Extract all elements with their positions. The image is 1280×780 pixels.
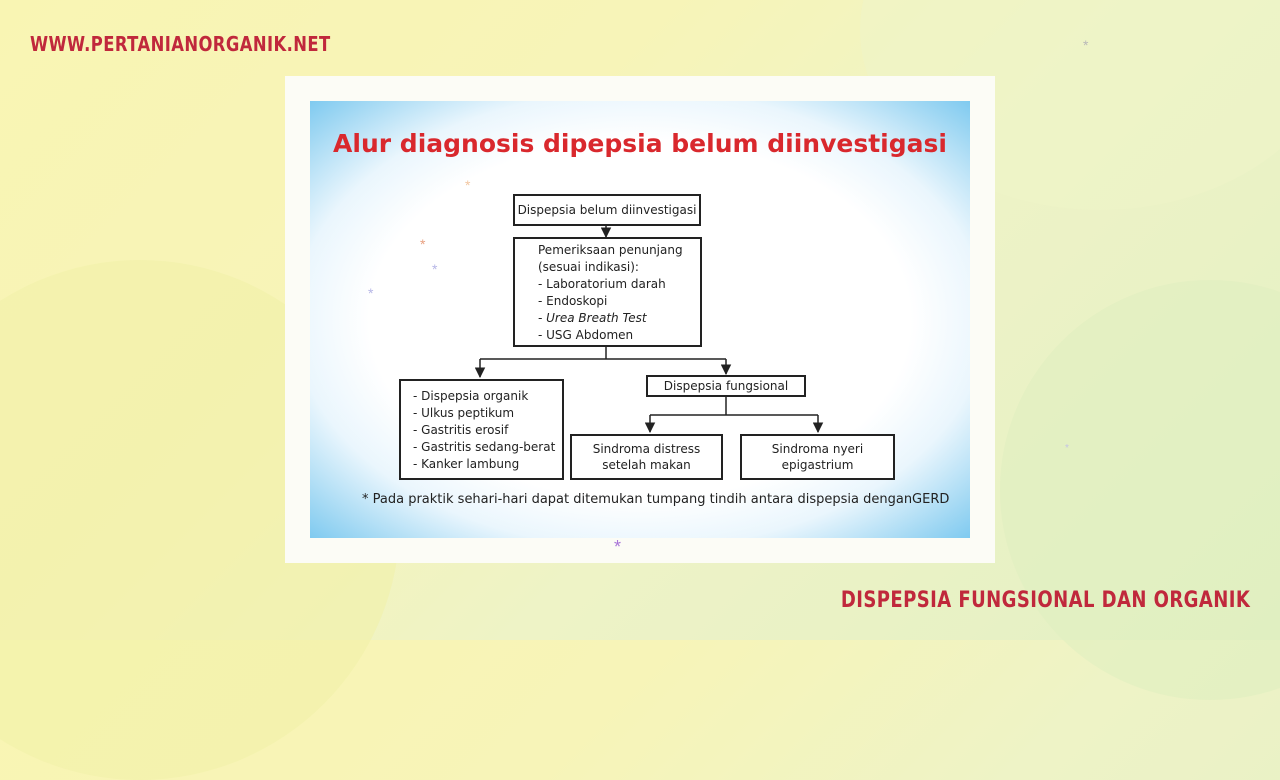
organic-item: - Kanker lambung bbox=[413, 457, 520, 471]
box-distress bbox=[570, 434, 723, 480]
organic-item: - Ulkus peptikum bbox=[413, 406, 515, 420]
exam-heading: Pemeriksaan penunjang bbox=[538, 243, 683, 257]
organic-list bbox=[413, 388, 562, 473]
organic-item: - Gastritis sedang-berat bbox=[413, 440, 556, 454]
sparkle-icon: * bbox=[432, 261, 438, 277]
exam-item: - USG Abdomen bbox=[538, 328, 634, 342]
exam-subheading: (sesuai indikasi): bbox=[538, 260, 639, 274]
sparkle-icon: * bbox=[368, 285, 374, 301]
diagram-slide bbox=[310, 101, 970, 538]
exam-list bbox=[538, 276, 700, 344]
pain-line: Sindroma nyeri bbox=[771, 442, 864, 456]
exam-item: - Endoskopi bbox=[538, 294, 608, 308]
organic-item: - Gastritis erosif bbox=[413, 423, 509, 437]
box-uninvestigated bbox=[513, 194, 701, 226]
sparkle-icon: * bbox=[1065, 443, 1069, 454]
box-functional bbox=[646, 375, 806, 397]
box-organic bbox=[399, 379, 564, 480]
sparkle-icon: * bbox=[420, 236, 426, 252]
sparkle-icon: * bbox=[614, 537, 622, 557]
exam-item: - Laboratorium darah bbox=[538, 277, 666, 291]
page-title: DISPEPSIA FUNGSIONAL DAN ORGANIK bbox=[840, 588, 1250, 613]
image-frame bbox=[285, 76, 995, 563]
exam-item: - Urea Breath Test bbox=[538, 311, 647, 325]
organic-item: - Dispepsia organik bbox=[413, 389, 529, 403]
distress-line: Sindroma distress bbox=[592, 442, 701, 456]
box-uninvestigated-label: Dispepsia belum diinvestigasi bbox=[517, 203, 697, 217]
site-url[interactable]: WWW.PERTANIANORGANIK.NET bbox=[30, 32, 331, 56]
box-epigastric-pain bbox=[740, 434, 895, 480]
diagram-title: Alur diagnosis dipepsia belum diinvestigasi bbox=[333, 129, 947, 158]
distress-line: setelah makan bbox=[602, 458, 691, 472]
sparkle-icon: * bbox=[465, 177, 471, 193]
box-functional-label: Dispepsia fungsional bbox=[663, 379, 789, 393]
sparkle-icon: * bbox=[1083, 37, 1089, 53]
diagram-footnote: * Pada praktik sehari-hari dapat ditemukan tumpang tindih antara dispepsia denganGERD bbox=[362, 492, 950, 507]
box-examination bbox=[513, 237, 702, 347]
pain-line: epigastrium bbox=[781, 458, 854, 472]
background-blob bbox=[1000, 280, 1280, 700]
